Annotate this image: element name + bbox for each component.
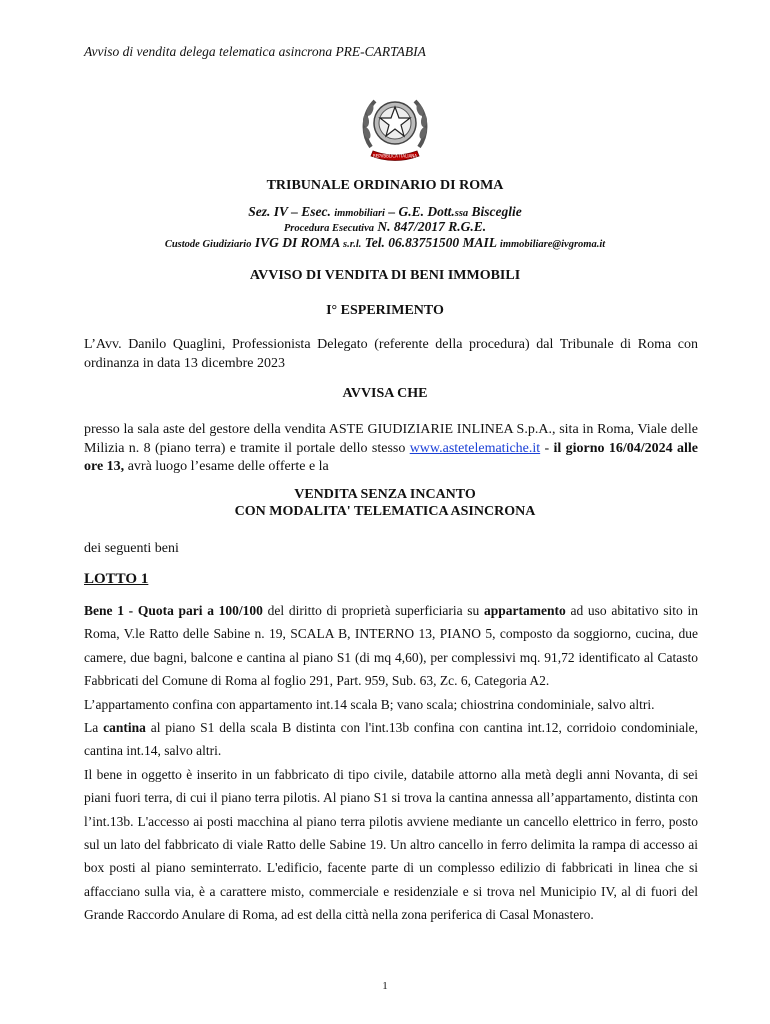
custodian-line: Custode Giudiziario IVG DI ROMA s.r.l. Tel. 06.83751500 MAIL immobiliare@ivgroma.it (164, 235, 606, 250)
republic-emblem-icon (357, 89, 433, 165)
avvisa-heading: AVVISA CHE (342, 386, 428, 401)
intro-paragraph: L’Avv. Danilo Quaglini, Professionista Delegato (referente della procedura) dal Tribunale di Roma con ordinanza in data 13 dicembre 2023 (84, 337, 698, 371)
confina-paragraph: L’appartamento confina con appartamento int.14 scala B; vano scala; chiostrina condominiale, salvo altri. (84, 696, 655, 712)
notice-title: AVVISO DI VENDITA DI BENI IMMOBILI (249, 268, 521, 283)
bene-paragraph: Bene 1 - Quota pari a 100/100 del diritto di proprietà superficiaria su appartamento ad uso abitativo sito in Roma, V.le Ratto delle Sabine n. 19, SCALA B, INTERNO 13, PIANO 5, composto da soggiorno, cucina, due camere, due bagni, balcone e cantina al piano S1 (di mq 4,60), per complessivi mq. 91,72 identificato al Catasto Fabbricati del Comune di Roma al foglio 291, Part. 959, Sub. 63, Zc. 6, Categoria A2. (84, 603, 698, 689)
experiment-label: I° ESPERIMENTO (326, 303, 444, 318)
vendita-heading-1: VENDITA SENZA INCANTO (294, 487, 476, 502)
presso-paragraph: presso la sala aste del gestore della vendita ASTE GIUDIZIARIE INLINEA S.p.A., sita in Roma, Viale delle Milizia n. 8 (piano terra) e tramite il portale dello stesso www.astetelematiche.it - il giorno 16/04/2024 alle ore 13, avrà luogo l’esame delle offerte e la (84, 422, 698, 474)
cantina-paragraph: La cantina al piano S1 della scala B distinta con l'int.13b confina con cantina int.12, corridoio condominiale, cantina int.14, salvo altri. (84, 720, 698, 759)
dei-seguenti-beni: dei seguenti beni (84, 541, 179, 556)
procedure-number: Procedura Esecutiva N. 847/2017 R.G.E. (283, 219, 487, 234)
vendita-heading-2: CON MODALITA' TELEMATICA ASINCRONA (234, 504, 536, 519)
court-name: TRIBUNALE ORDINARIO DI ROMA (266, 178, 504, 193)
lotto-title: LOTTO 1 (84, 571, 149, 587)
lotto-body (84, 599, 698, 927)
running-header: Avviso di vendita delega telematica asincrona PRE-CARTABIA (84, 44, 426, 59)
portal-link[interactable]: www.astetelematiche.it (409, 440, 541, 456)
emblem-ribbon-text: REPVBBLICA ITALIANA (372, 153, 418, 159)
page-number: 1 (382, 980, 388, 992)
court-section: Sez. IV – Esec. immobiliari – G.E. Dott.ssa Bisceglie (248, 204, 522, 219)
description-paragraph: Il bene in oggetto è inserito in un fabbricato di tipo civile, databile attorno alla metà degli anni Novanta, di sei piani fuori terra, di cui il piano terra pilotis. Al piano S1 si trova la cantina annessa all’appartamento, distinta con l’int.13b. L'accesso ai posti macchina al piano terra pilotis avviene mediante un cancello elettrico in ferro, posto sul un lato del fabbricato di viale Ratto delle Sabine 19. Un altro cancello in ferro delimita la rampa di accesso ai box posti al piano seminterrato. L'edificio, facente parte di un complesso edilizio di fabbricati in linea che si affacciano sulla via, è a carattere misto, commerciale e residenziale e si trova nel Municipio IV, al di fuori del Grande Raccordo Anulare di Roma, ad est della città nella zona periferica di Casal Monastero. (84, 766, 698, 923)
